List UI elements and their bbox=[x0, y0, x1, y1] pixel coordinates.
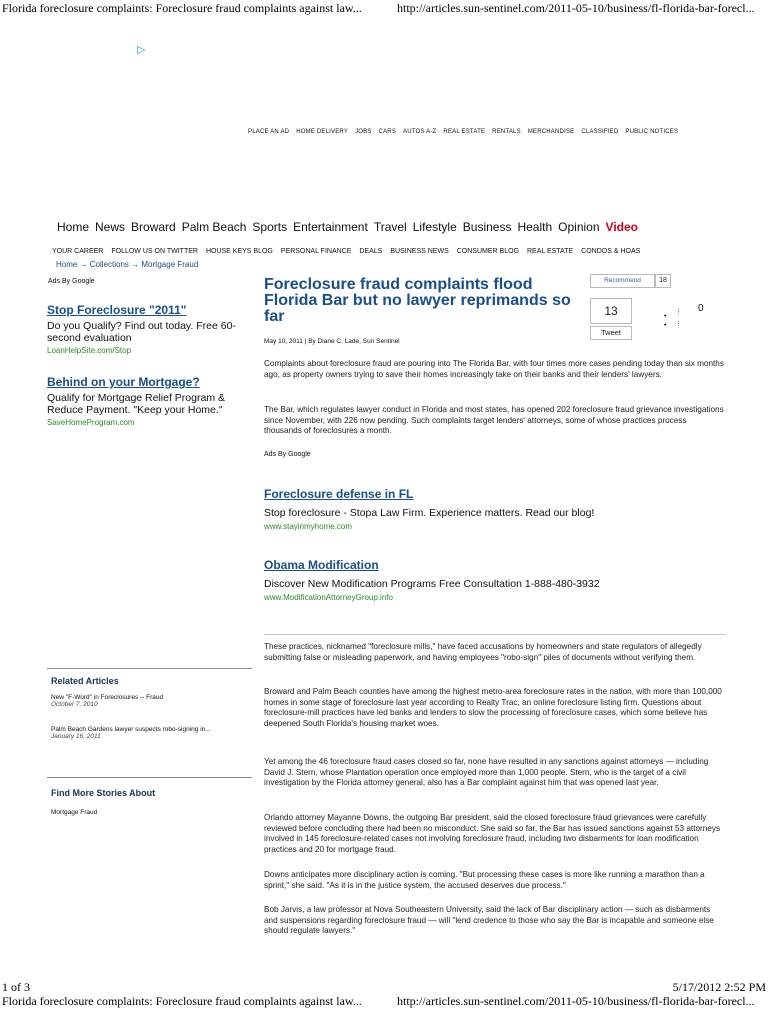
main-nav-item-8[interactable]: Business bbox=[462, 220, 512, 234]
article-paragraph: Yet among the 46 foreclosure fraud cases closed so far, none have resulted in any sanctions against attorneys — including David J. Stern, whose Plantation operation once employed more than 1,000 people. Stern, who is the target of a civil investigation by the Florida attorney general, also has a Bar complaint against him that was opened last year. bbox=[264, 757, 709, 787]
main-nav-item-7[interactable]: Lifestyle bbox=[412, 220, 457, 234]
print-header-url: http://articles.sun-sentinel.com/2011-05-10/business/fl-florida-bar-forecl... bbox=[397, 1, 755, 15]
divider bbox=[264, 634, 726, 635]
sidebar-ad-title[interactable]: Behind on your Mortgage? bbox=[47, 375, 200, 389]
article-ads-label: Ads By Google bbox=[264, 451, 311, 458]
top-nav-item-2[interactable]: JOBS bbox=[355, 129, 372, 135]
related-articles-heading: Related Articles bbox=[51, 676, 119, 686]
sub-nav bbox=[52, 240, 648, 258]
print-footer-page: 1 of 3 bbox=[2, 980, 30, 994]
main-nav-item-6[interactable]: Travel bbox=[373, 220, 407, 234]
top-nav-item-0[interactable]: PLACE AN AD bbox=[248, 129, 290, 135]
sub-nav-item-3[interactable]: PERSONAL FINANCE bbox=[280, 248, 352, 255]
top-nav bbox=[248, 120, 685, 138]
main-nav-item-10[interactable]: Opinion bbox=[558, 220, 600, 234]
sub-nav-item-4[interactable]: DEALS bbox=[359, 248, 383, 255]
print-footer-title: Florida foreclosure complaints: Foreclosure fraud complaints against law... bbox=[2, 994, 362, 1008]
tweet-button[interactable]: Tweet bbox=[590, 326, 632, 340]
main-nav-item-9[interactable]: Health bbox=[517, 220, 553, 234]
print-header-title: Florida foreclosure complaints: Foreclosure fraud complaints against law... bbox=[2, 1, 362, 15]
article-headline: Foreclosure fraud complaints flood Florida Bar but no lawyer reprimands so far bbox=[264, 276, 571, 325]
divider bbox=[47, 777, 252, 778]
top-nav-item-1[interactable]: HOME DELIVERY bbox=[296, 129, 349, 135]
article-paragraph: The Bar, which regulates lawyer conduct in Florida and most states, has opened 202 foreclosure fraud grievance investigations since November, with 226 now pending. Such complaints target lenders' attorneys, some of whose practices process thousands of foreclosures a month. bbox=[264, 405, 724, 435]
article-ad-1[interactable] bbox=[264, 487, 734, 531]
sidebar-ad-text: Do you Qualify? Find out today. Free 60-second evaluation bbox=[47, 320, 236, 344]
recommend-count: 18 bbox=[655, 274, 671, 288]
main-nav-item-1[interactable]: News bbox=[95, 220, 126, 234]
related-item[interactable] bbox=[51, 694, 163, 708]
article-ad-title[interactable]: Obama Modification bbox=[264, 558, 379, 572]
main-nav-item-3[interactable]: Palm Beach bbox=[181, 220, 247, 234]
sub-nav-item-1[interactable]: FOLLOW US ON TWITTER bbox=[111, 248, 198, 255]
breadcrumb[interactable]: Home → Collections → Mortgage Fraud bbox=[56, 260, 199, 269]
article-paragraph: These practices, nicknamed "foreclosure mills," have faced accusations by homeowners and state regulators of allegedly submitting false or misleading paperwork, and having employees "robo-sign" piles of documents without verifying them. bbox=[264, 642, 702, 662]
top-nav-item-3[interactable]: CARS bbox=[378, 129, 397, 135]
sub-nav-item-6[interactable]: CONSUMER BLOG bbox=[456, 248, 519, 255]
article-ad-text: Stop foreclosure - Stopa Law Firm. Experience matters. Read our blog! bbox=[264, 507, 595, 519]
sub-nav-item-0[interactable]: YOUR CAREER bbox=[52, 248, 104, 255]
top-nav-item-8[interactable]: CLASSIFIED bbox=[581, 129, 619, 135]
article-paragraph: Broward and Palm Beach counties have among the highest metro-area foreclosure rates in the nation, with more than 100,000 homes in some stage of foreclosure last year according to Realty Trac, an online foreclosure listing firm. Questions about foreclosure-mill practices have led banks and lenders to slow the processing of foreclosure cases, which some believe has deepened South Florida's housing market woes. bbox=[264, 687, 722, 728]
article-byline: May 10, 2011 | By Diane C. Lade, Sun Sentinel bbox=[264, 338, 400, 345]
article-ad-text: Discover New Modification Programs Free Consultation 1-888-480-3932 bbox=[264, 578, 600, 590]
sidebar-ad-title[interactable]: Stop Foreclosure "2011" bbox=[47, 303, 187, 317]
sidebar-ads-label: Ads By Google bbox=[48, 278, 95, 285]
main-nav-item-5[interactable]: Entertainment bbox=[293, 220, 368, 234]
recommend-button[interactable]: Recommend bbox=[590, 274, 655, 288]
article-paragraph: Bob Jarvis, a law professor at Nova Southeastern University, said the lack of Bar disciplinary action — such as disbarments and suspensions regarding foreclosure fraud — will "lend credence to those who say the Bar is incapable and someone else should regulate lawyers." bbox=[264, 905, 714, 935]
article-paragraph: Downs anticipates more disciplinary action is coming. "But processing these cases is more like running a marathon than a sprint," she said. "As it is in the justice system, the accused deserves due process." bbox=[264, 870, 705, 890]
share-stack-icon[interactable]: ⋮ bbox=[675, 321, 682, 328]
top-nav-item-7[interactable]: MERCHANDISE bbox=[527, 129, 575, 135]
related-item-date: October 7, 2010 bbox=[51, 701, 98, 708]
sub-nav-item-5[interactable]: BUSINESS NEWS bbox=[390, 248, 449, 255]
article-ad-2[interactable] bbox=[264, 558, 734, 602]
sub-nav-item-7[interactable]: REAL ESTATE bbox=[526, 248, 574, 255]
main-nav bbox=[57, 218, 644, 236]
play-triangle-icon[interactable]: ▷ bbox=[137, 44, 146, 56]
sidebar-ad-1[interactable] bbox=[47, 303, 247, 355]
article-ad-title[interactable]: Foreclosure defense in FL bbox=[264, 487, 414, 501]
main-nav-item-4[interactable]: Sports bbox=[252, 220, 288, 234]
sidebar-ad-url[interactable]: LoanHelpSite.com/Stop bbox=[47, 346, 132, 355]
sub-nav-item-2[interactable]: HOUSE KEYS BLOG bbox=[205, 248, 273, 255]
related-item[interactable] bbox=[51, 726, 211, 740]
article-ad-url[interactable]: www.ModificationAttorneyGroup.info bbox=[264, 593, 393, 602]
related-item-title[interactable]: Palm Beach Gardens lawyer suspects robo-signing in... bbox=[51, 726, 211, 733]
top-nav-item-9[interactable]: PUBLIC NOTICES bbox=[625, 129, 679, 135]
sub-nav-item-8[interactable]: CONDOS & HOAS bbox=[581, 248, 641, 255]
article-paragraph: Complaints about foreclosure fraud are pouring into The Florida Bar, with four times more cases pending today than six months ago, as property owners trying to save their homes increasingly take on their banks and their lenders' lawyers. bbox=[264, 359, 724, 379]
share-dot-icon: • bbox=[664, 322, 667, 329]
main-nav-item-2[interactable]: Broward bbox=[131, 220, 176, 234]
top-nav-item-5[interactable]: REAL ESTATE bbox=[443, 129, 486, 135]
main-nav-item-0[interactable]: Home bbox=[57, 220, 90, 234]
article-paragraph: Orlando attorney Mayanne Downs, the outgoing Bar president, said the closed foreclosure fraud grievances were carefully reviewed before concluding there had been no misconduct. She said so far, the Bar has issued sanctions against 53 attorneys involved in 145 foreclosure-related cases not involving foreclosure fraud, including two disbarments for loan modification practices and 20 for mortgage fraud. bbox=[264, 813, 721, 854]
top-nav-item-4[interactable]: AUTOS A-Z bbox=[403, 129, 437, 135]
main-nav-item-video[interactable]: Video bbox=[605, 220, 638, 234]
sidebar-ad-url[interactable]: SaveHomeProgram.com bbox=[47, 418, 135, 427]
print-footer-url: http://articles.sun-sentinel.com/2011-05-10/business/fl-florida-bar-forecl... bbox=[397, 994, 755, 1008]
find-more-item[interactable]: Mortgage Fraud bbox=[51, 809, 98, 816]
tweet-count: 13 bbox=[590, 298, 632, 324]
print-footer-datetime: 5/17/2012 2:52 PM bbox=[672, 980, 766, 994]
article-ad-url[interactable]: www.stayinmyhome.com bbox=[264, 522, 353, 531]
share-count: 0 bbox=[698, 303, 704, 314]
find-more-heading: Find More Stories About bbox=[51, 788, 156, 798]
share-dot-icon: • bbox=[664, 313, 667, 320]
related-item-date: January 16, 2011 bbox=[51, 733, 101, 740]
top-nav-item-6[interactable]: RENTALS bbox=[492, 129, 521, 135]
divider bbox=[47, 668, 252, 669]
share-stack-icon[interactable]: ⋮ bbox=[675, 309, 682, 316]
sidebar-ad-2[interactable] bbox=[47, 375, 247, 427]
related-item-title[interactable]: New "F-Word" in Foreclosures -- Fraud bbox=[51, 694, 164, 701]
sidebar-ad-text: Qualify for Mortgage Relief Program & Reduce Payment. "Keep your Home." bbox=[47, 392, 225, 416]
